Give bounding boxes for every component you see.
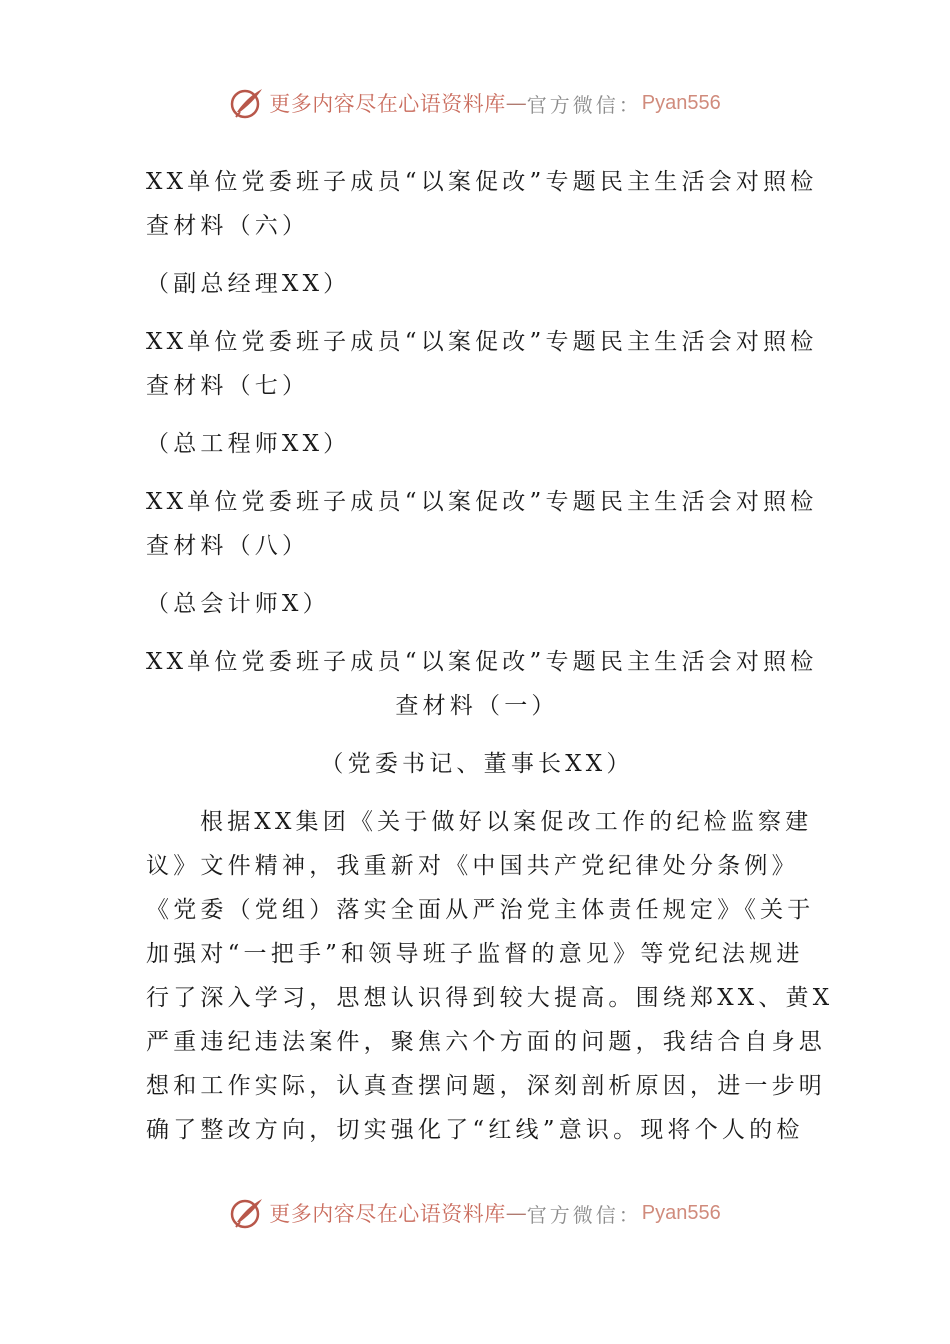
header-banner bbox=[0, 83, 950, 123]
body-line: 确了整改方向，切实强化了“红线”意识。现将个人的检 bbox=[146, 1117, 804, 1143]
body-line: 加强对“一把手”和领导班子监督的意见》等党纪法规进 bbox=[146, 941, 804, 967]
main-title-line2: 查材料（一） bbox=[395, 693, 559, 719]
body-line: 议》文件精神，我重新对《中国共产党纪律处分条例》 bbox=[146, 853, 799, 879]
body-line: 严重违纪违法案件，聚焦六个方面的问题，我结合自身思 bbox=[146, 1029, 826, 1055]
toc-entry bbox=[146, 480, 818, 568]
body-line: 《党委（党组）落实全面从严治党主体责任规定》《关于 bbox=[146, 897, 815, 923]
main-title bbox=[146, 640, 818, 728]
main-subtitle: （党委书记、董事长XX） bbox=[320, 751, 634, 777]
body-line: 行了深入学习，思想认识得到较大提高。围绕郑XX、黄X bbox=[146, 985, 834, 1011]
toc-role: （总会计师X） bbox=[146, 591, 330, 617]
brand-text: 更多内容尽在心语资料库 bbox=[269, 1202, 506, 1226]
toc-title-line2: 查材料（八） bbox=[146, 533, 310, 559]
quill-logo-icon bbox=[229, 1195, 265, 1231]
main-title-line1: XX单位党委班子成员“以案促改”专题民主生活会对照检 bbox=[146, 649, 818, 675]
banner-dash: — bbox=[505, 1201, 527, 1225]
wechat-label: 官方微信： bbox=[526, 92, 642, 117]
toc-title-line2: 查材料（六） bbox=[146, 213, 310, 239]
footer-banner bbox=[0, 1193, 950, 1233]
toc-entry bbox=[146, 160, 818, 248]
body-line: 想和工作实际，认真查摆问题，深刻剖析原因，进一步明 bbox=[146, 1073, 826, 1099]
toc-title-line2: 查材料（七） bbox=[146, 373, 310, 399]
wechat-label: 官方微信： bbox=[526, 1202, 642, 1227]
banner-dash: — bbox=[505, 91, 527, 115]
body-line: 根据XX集团《关于做好以案促改工作的纪检监察建 bbox=[200, 809, 813, 835]
brand-text: 更多内容尽在心语资料库 bbox=[269, 92, 506, 116]
quill-logo-icon bbox=[229, 85, 265, 121]
wechat-id: Pyan556 bbox=[641, 91, 721, 114]
wechat-id: Pyan556 bbox=[641, 1201, 721, 1224]
body-paragraph bbox=[146, 800, 834, 1152]
toc-title-line1: XX单位党委班子成员“以案促改”专题民主生活会对照检 bbox=[146, 489, 818, 515]
toc-title-line1: XX单位党委班子成员“以案促改”专题民主生活会对照检 bbox=[146, 169, 818, 195]
toc-title-line1: XX单位党委班子成员“以案促改”专题民主生活会对照检 bbox=[146, 329, 818, 355]
toc-entry bbox=[146, 320, 818, 408]
document-body bbox=[146, 160, 834, 1152]
toc-role: （副总经理XX） bbox=[146, 271, 351, 297]
toc-role: （总工程师XX） bbox=[146, 431, 351, 457]
